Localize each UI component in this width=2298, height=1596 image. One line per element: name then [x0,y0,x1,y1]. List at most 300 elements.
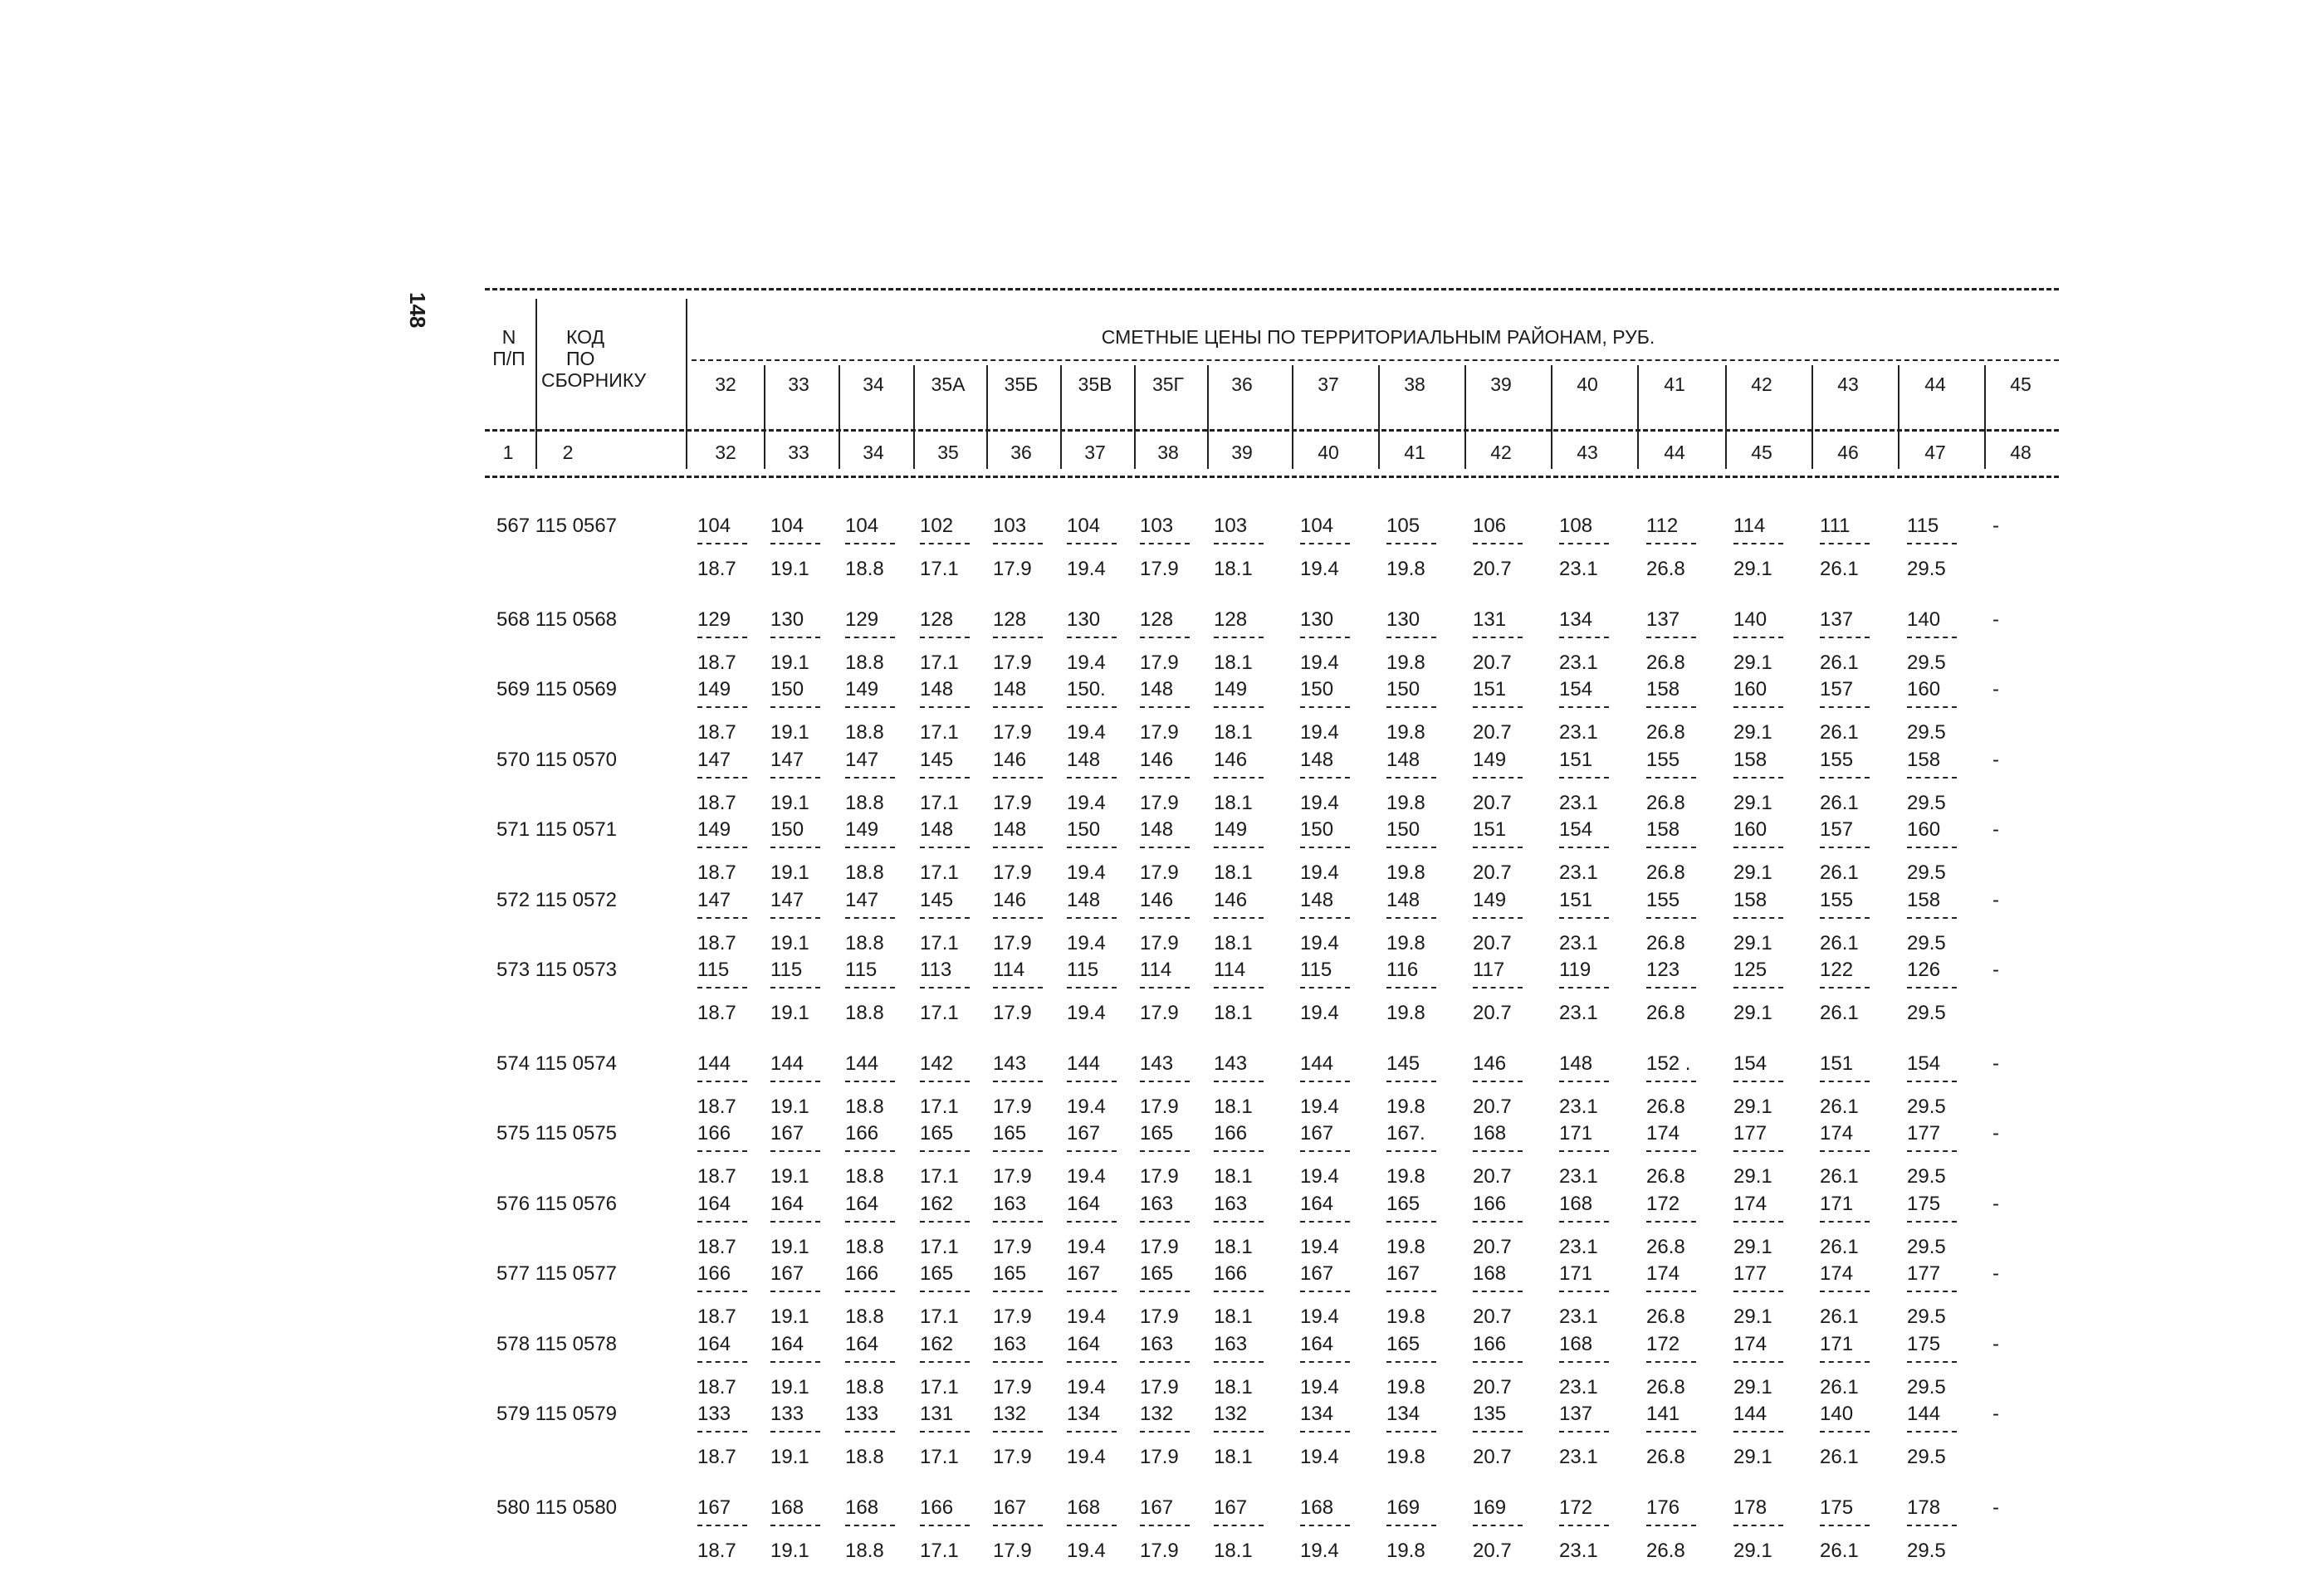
fraction-bar [770,1221,820,1223]
coefficient-cell: 26.8 [1646,861,1685,884]
coefficient-cell: 18.8 [845,1165,884,1188]
fraction-bar [1214,637,1264,638]
coefficient-cell: 17.9 [993,1235,1032,1258]
fraction-bar [770,637,820,638]
fraction-bar [1646,1081,1696,1082]
fraction-bar [1907,847,1957,848]
fraction-bar [770,706,820,708]
fraction-bar [1733,1081,1783,1082]
price-cell: 125 [1733,959,1768,981]
price-cell: 164 [845,1192,879,1215]
fraction-bar [1820,1431,1870,1432]
coefficient-cell: 18.7 [697,1002,736,1024]
fraction-bar [1820,1081,1870,1082]
row-label: 568 115 0568 [496,608,618,631]
coefficient-cell: 29.1 [1733,1375,1772,1398]
coefficient-cell: 19.1 [770,651,809,674]
coefficient-cell: 18.8 [845,1002,884,1024]
coefficient-cell: 17.9 [993,931,1032,954]
coefficient-cell: 29.5 [1907,861,1946,884]
fraction-bar [1733,917,1783,919]
price-cell: 119 [1559,959,1591,981]
column-number: 40 [1318,442,1339,463]
coefficient-cell: 26.8 [1646,791,1685,814]
price-cell: 137 [1559,1403,1593,1425]
coefficient-cell: 19.1 [770,1306,809,1328]
coefficient-cell: 19.4 [1067,791,1106,814]
price-cell: 150 [1300,678,1334,700]
coefficient-cell: 19.1 [770,1446,809,1468]
price-cell: 148 [1140,818,1174,841]
column-number: 38 [1157,442,1179,463]
price-cell: 164 [1300,1192,1334,1215]
coefficient-cell: 20.7 [1473,1375,1512,1398]
coefficient-cell: 18.1 [1214,1165,1253,1188]
coefficient-cell: 19.4 [1067,1446,1106,1468]
coefficient-cell: 19.4 [1300,1306,1339,1328]
price-cell: 104 [770,515,804,537]
price-cell: 164 [770,1332,804,1355]
coefficient-cell: 19.4 [1300,721,1339,744]
price-cell: 113 [920,959,952,981]
coefficient-cell: 29.1 [1733,931,1772,954]
fraction-bar [1559,1525,1609,1526]
price-cell: 132 [1214,1403,1248,1425]
coefficient-cell: 20.7 [1473,558,1512,580]
price-cell: 141 [1646,1403,1680,1425]
coefficient-cell: 23.1 [1559,1002,1598,1024]
price-cell: 158 [1646,818,1680,841]
coefficient-cell: 26.1 [1820,651,1859,674]
price-cell: 128 [1140,608,1174,631]
coefficient-cell: 19.8 [1386,1165,1425,1188]
fraction-bar [1820,706,1870,708]
fraction-bar [1214,706,1264,708]
price-cell: 128 [920,608,954,631]
coefficient-cell: 19.4 [1300,1095,1339,1118]
price-cell: 130 [770,608,804,631]
fraction-bar [1067,777,1117,778]
coefficient-cell: 19.1 [770,721,809,744]
coefficient-cell: 17.9 [993,721,1032,744]
coefficient-cell: 18.1 [1214,1095,1253,1118]
empty-cell-mark: - [1992,678,1999,700]
coefficient-cell: 17.9 [993,1002,1032,1024]
coefficient-cell: 23.1 [1559,721,1598,744]
empty-cell-mark: - [1992,1122,1999,1145]
price-cell: 178 [1907,1496,1941,1519]
price-cell: 149 [697,818,731,841]
row-label: 574 115 0574 [496,1052,618,1075]
fraction-bar [1907,706,1957,708]
price-cell: 163 [1214,1192,1248,1215]
price-cell: 168 [1559,1192,1593,1215]
coefficient-cell: 19.4 [1300,931,1339,954]
coefficient-cell: 20.7 [1473,1539,1512,1562]
price-cell: 147 [845,888,879,911]
fraction-bar [1300,706,1350,708]
coefficient-cell: 19.8 [1386,1235,1425,1258]
coefficient-cell: 19.4 [1067,1002,1106,1024]
fraction-bar [1140,1221,1190,1223]
coefficient-cell: 18.8 [845,1446,884,1468]
fraction-bar [920,706,970,708]
coefficient-cell: 26.8 [1646,1235,1685,1258]
price-cell: 115 [697,959,730,981]
fraction-bar [1733,637,1783,638]
coefficient-cell: 26.1 [1820,1306,1859,1328]
fraction-bar [1300,1291,1350,1292]
price-cell: 174 [1646,1262,1680,1285]
price-cell: 155 [1646,888,1680,911]
coefficient-cell: 18.8 [845,1095,884,1118]
coefficient-cell: 17.1 [920,1002,959,1024]
fraction-bar [845,847,895,848]
price-cell: 114 [1733,515,1766,537]
fraction-bar [920,917,970,919]
price-cell: 167 [1067,1262,1101,1285]
empty-cell-mark: - [1992,748,1999,771]
price-cell: 128 [1214,608,1248,631]
fraction-bar [1214,1081,1264,1082]
fraction-bar [697,847,747,848]
fraction-bar [920,637,970,638]
coefficient-cell: 19.4 [1300,791,1339,814]
fraction-bar [920,1081,970,1082]
district-column-header: 35Б [1004,373,1039,395]
coefficient-cell: 17.9 [1140,1375,1179,1398]
coefficient-cell: 19.8 [1386,721,1425,744]
coefficient-cell: 19.1 [770,1539,809,1562]
fraction-bar [1067,706,1117,708]
fraction-bar [1820,917,1870,919]
fraction-bar [1140,847,1190,848]
price-cell: 158 [1733,888,1768,911]
price-cell: 106 [1473,515,1507,537]
coefficient-cell: 18.7 [697,1235,736,1258]
fraction-bar [1214,917,1264,919]
price-cell: 163 [993,1332,1027,1355]
fraction-bar [1646,1525,1696,1526]
price-cell: 166 [1473,1332,1507,1355]
fraction-bar [845,777,895,778]
row-label: 577 115 0577 [496,1262,618,1285]
coefficient-cell: 17.1 [920,1306,959,1328]
price-cell: 148 [1386,748,1420,771]
fraction-bar [845,1221,895,1223]
price-cell: 168 [770,1496,804,1519]
price-cell: 155 [1820,888,1854,911]
fraction-bar [920,847,970,848]
district-column-header: 44 [1924,373,1946,395]
coefficient-cell: 29.1 [1733,861,1772,884]
coefficient-cell: 23.1 [1559,861,1598,884]
price-cell: 130 [1067,608,1101,631]
district-column-header: 37 [1318,373,1339,395]
coefficient-cell: 29.5 [1907,651,1946,674]
fraction-bar [845,1081,895,1082]
fraction-bar [1300,1150,1350,1152]
fraction-bar [993,1221,1043,1223]
fraction-bar [1907,543,1957,544]
coefficient-cell: 18.7 [697,1095,736,1118]
district-column-header: 40 [1577,373,1598,395]
price-cell: 158 [1907,888,1941,911]
coefficient-cell: 20.7 [1473,931,1512,954]
coefficient-cell: 29.5 [1907,931,1946,954]
fraction-bar [1733,1221,1783,1223]
price-cell: 148 [1140,678,1174,700]
fraction-bar [1646,1361,1696,1363]
price-cell: 168 [1473,1262,1507,1285]
fraction-bar [1733,1291,1783,1292]
empty-cell-mark: - [1992,1052,1999,1075]
price-cell: 132 [993,1403,1027,1425]
coefficient-cell: 17.9 [993,1446,1032,1468]
price-cell: 164 [697,1192,731,1215]
fraction-bar [845,987,895,988]
coefficient-cell: 17.1 [920,791,959,814]
coefficient-cell: 19.4 [1067,931,1106,954]
column-number: 37 [1084,442,1106,463]
price-cell: 142 [920,1052,954,1075]
header-mid-rule [485,429,2059,432]
fraction-bar [1473,847,1523,848]
row-label: 580 115 0580 [496,1496,618,1519]
coefficient-cell: 18.7 [697,651,736,674]
coefficient-cell: 18.1 [1214,558,1253,580]
price-cell: 114 [993,959,1025,981]
fraction-bar [1559,637,1609,638]
fraction-bar [1559,543,1609,544]
coefficient-cell: 20.7 [1473,1235,1512,1258]
price-cell: 134 [1300,1403,1334,1425]
price-cell: 154 [1559,678,1593,700]
price-cell: 155 [1646,748,1680,771]
coefficient-cell: 19.1 [770,1235,809,1258]
fraction-bar [1733,543,1783,544]
coefficient-cell: 26.1 [1820,1165,1859,1188]
coefficient-cell: 19.8 [1386,1306,1425,1328]
fraction-bar [1140,1431,1190,1432]
fraction-bar [1473,1081,1523,1082]
coefficient-cell: 19.1 [770,931,809,954]
coefficient-cell: 29.1 [1733,1446,1772,1468]
price-cell: 165 [1386,1332,1420,1355]
fraction-bar [1733,777,1783,778]
price-cell: 160 [1733,678,1768,700]
row-label: 575 115 0575 [496,1122,618,1145]
fraction-bar [1473,1525,1523,1526]
price-cell: 103 [1214,515,1248,537]
price-cell: 172 [1559,1496,1593,1519]
coefficient-cell: 17.9 [1140,861,1179,884]
fraction-bar [1820,1291,1870,1292]
fraction-bar [1820,777,1870,778]
fraction-bar [1214,543,1264,544]
coefficient-cell: 19.4 [1300,558,1339,580]
coefficient-cell: 18.8 [845,861,884,884]
coefficient-cell: 17.9 [1140,1235,1179,1258]
coefficient-cell: 17.1 [920,931,959,954]
coefficient-cell: 17.9 [993,1306,1032,1328]
price-cell: 154 [1907,1052,1941,1075]
column-number: 47 [1924,442,1946,463]
price-cell: 144 [1067,1052,1101,1075]
fraction-bar [770,543,820,544]
price-cell: 150. [1067,678,1106,700]
fraction-bar [845,1431,895,1432]
coefficient-cell: 19.4 [1300,1539,1339,1562]
coefficient-cell: 19.8 [1386,1002,1425,1024]
coefficient-cell: 19.4 [1067,721,1106,744]
price-cell: 150 [770,678,804,700]
price-cell: 158 [1646,678,1680,700]
coefficient-cell: 19.8 [1386,791,1425,814]
coefficient-cell: 17.9 [1140,1446,1179,1468]
empty-cell-mark: - [1992,959,1999,981]
coefficient-cell: 17.1 [920,1095,959,1118]
coefficient-cell: 17.1 [920,1539,959,1562]
coefficient-cell: 17.1 [920,1446,959,1468]
coefficient-cell: 17.9 [1140,791,1179,814]
coefficient-cell: 17.9 [993,1375,1032,1398]
price-cell: 165 [1140,1262,1174,1285]
fraction-bar [1300,777,1350,778]
fraction-bar [1140,917,1190,919]
coefficient-cell: 19.4 [1067,558,1106,580]
price-cell: 132 [1140,1403,1174,1425]
coefficient-cell: 18.8 [845,791,884,814]
fraction-bar [770,1431,820,1432]
price-cell: 162 [920,1332,954,1355]
price-cell: 144 [845,1052,879,1075]
coefficient-cell: 18.8 [845,651,884,674]
coefficient-cell: 29.1 [1733,1095,1772,1118]
fraction-bar [1067,637,1117,638]
price-cell: 130 [1386,608,1420,631]
price-cell: 167 [1300,1122,1334,1145]
empty-cell-mark: - [1992,1496,1999,1519]
coefficient-cell: 17.9 [1140,1539,1179,1562]
price-cell: 134 [1559,608,1593,631]
coefficient-cell: 19.4 [1067,1539,1106,1562]
column-number: 44 [1664,442,1685,463]
price-cell: 145 [920,888,954,911]
fraction-bar [1646,917,1696,919]
fraction-bar [993,1525,1043,1526]
fraction-bar [770,1291,820,1292]
price-cell: 152 . [1646,1052,1691,1075]
coefficient-cell: 18.7 [697,1165,736,1188]
district-column-header: 45 [2010,373,2032,395]
column-number: 48 [2010,442,2032,463]
fraction-bar [1820,1221,1870,1223]
coefficient-cell: 18.1 [1214,861,1253,884]
coefficient-cell: 26.1 [1820,791,1859,814]
price-cell: 151 [1559,748,1593,771]
fraction-bar [1646,1221,1696,1223]
coefficient-cell: 18.1 [1214,721,1253,744]
fraction-bar [993,987,1043,988]
row-label: 576 115 0576 [496,1192,618,1215]
price-cell: 148 [1300,888,1334,911]
price-cell: 171 [1820,1192,1854,1215]
fraction-bar [920,1291,970,1292]
coefficient-cell: 23.1 [1559,1165,1598,1188]
price-cell: 178 [1733,1496,1768,1519]
coefficient-cell: 19.4 [1300,1446,1339,1468]
coefficient-cell: 18.8 [845,1375,884,1398]
fraction-bar [1140,1525,1190,1526]
fraction-bar [770,1525,820,1526]
price-cell: 108 [1559,515,1593,537]
price-cell: 169 [1473,1496,1507,1519]
coefficient-cell: 29.1 [1733,791,1772,814]
coefficient-cell: 19.4 [1300,861,1339,884]
fraction-bar [1733,706,1783,708]
price-cell: 164 [1067,1192,1101,1215]
fraction-bar [770,1150,820,1152]
price-cell: 148 [1559,1052,1593,1075]
fraction-bar [1733,1361,1783,1363]
col2-header: КОД ПО СБОРНИКУ [541,326,647,391]
fraction-bar [845,1291,895,1292]
fraction-bar [1907,1150,1957,1152]
price-cell: 163 [993,1192,1027,1215]
fraction-bar [1559,1291,1609,1292]
price-cell: 166 [697,1122,731,1145]
fraction-bar [1214,1150,1264,1152]
price-cell: 168 [1300,1496,1334,1519]
coefficient-cell: 19.4 [1300,1235,1339,1258]
coefficient-cell: 26.1 [1820,1002,1859,1024]
fraction-bar [1300,987,1350,988]
column-number: 2 [562,442,574,463]
col1-header: N П/П [492,326,526,369]
coefficient-cell: 19.4 [1067,651,1106,674]
price-cell: 104 [845,515,879,537]
fraction-bar [1646,777,1696,778]
coefficient-cell: 18.8 [845,721,884,744]
fraction-bar [1140,637,1190,638]
fraction-bar [697,777,747,778]
fraction-bar [1386,1150,1436,1152]
coefficient-cell: 26.1 [1820,931,1859,954]
price-cell: 137 [1646,608,1680,631]
price-cell: 162 [920,1192,954,1215]
fraction-bar [1646,706,1696,708]
price-cell: 151 [1820,1052,1854,1075]
price-cell: 103 [993,515,1027,537]
price-cell: 151 [1559,888,1593,911]
price-cell: 144 [1733,1403,1768,1425]
price-cell: 163 [1214,1332,1248,1355]
coefficient-cell: 20.7 [1473,1095,1512,1118]
coefficient-cell: 26.8 [1646,1165,1685,1188]
fraction-bar [1386,1431,1436,1432]
column-number: 34 [863,442,884,463]
price-cell: 168 [1067,1496,1101,1519]
fraction-bar [1820,847,1870,848]
coefficient-cell: 29.5 [1907,1446,1946,1468]
coefficient-cell: 17.9 [1140,651,1179,674]
price-cell: 146 [1214,888,1248,911]
fraction-bar [1646,1291,1696,1292]
price-cell: 175 [1820,1496,1854,1519]
coefficient-cell: 29.5 [1907,1002,1946,1024]
fraction-bar [1140,987,1190,988]
